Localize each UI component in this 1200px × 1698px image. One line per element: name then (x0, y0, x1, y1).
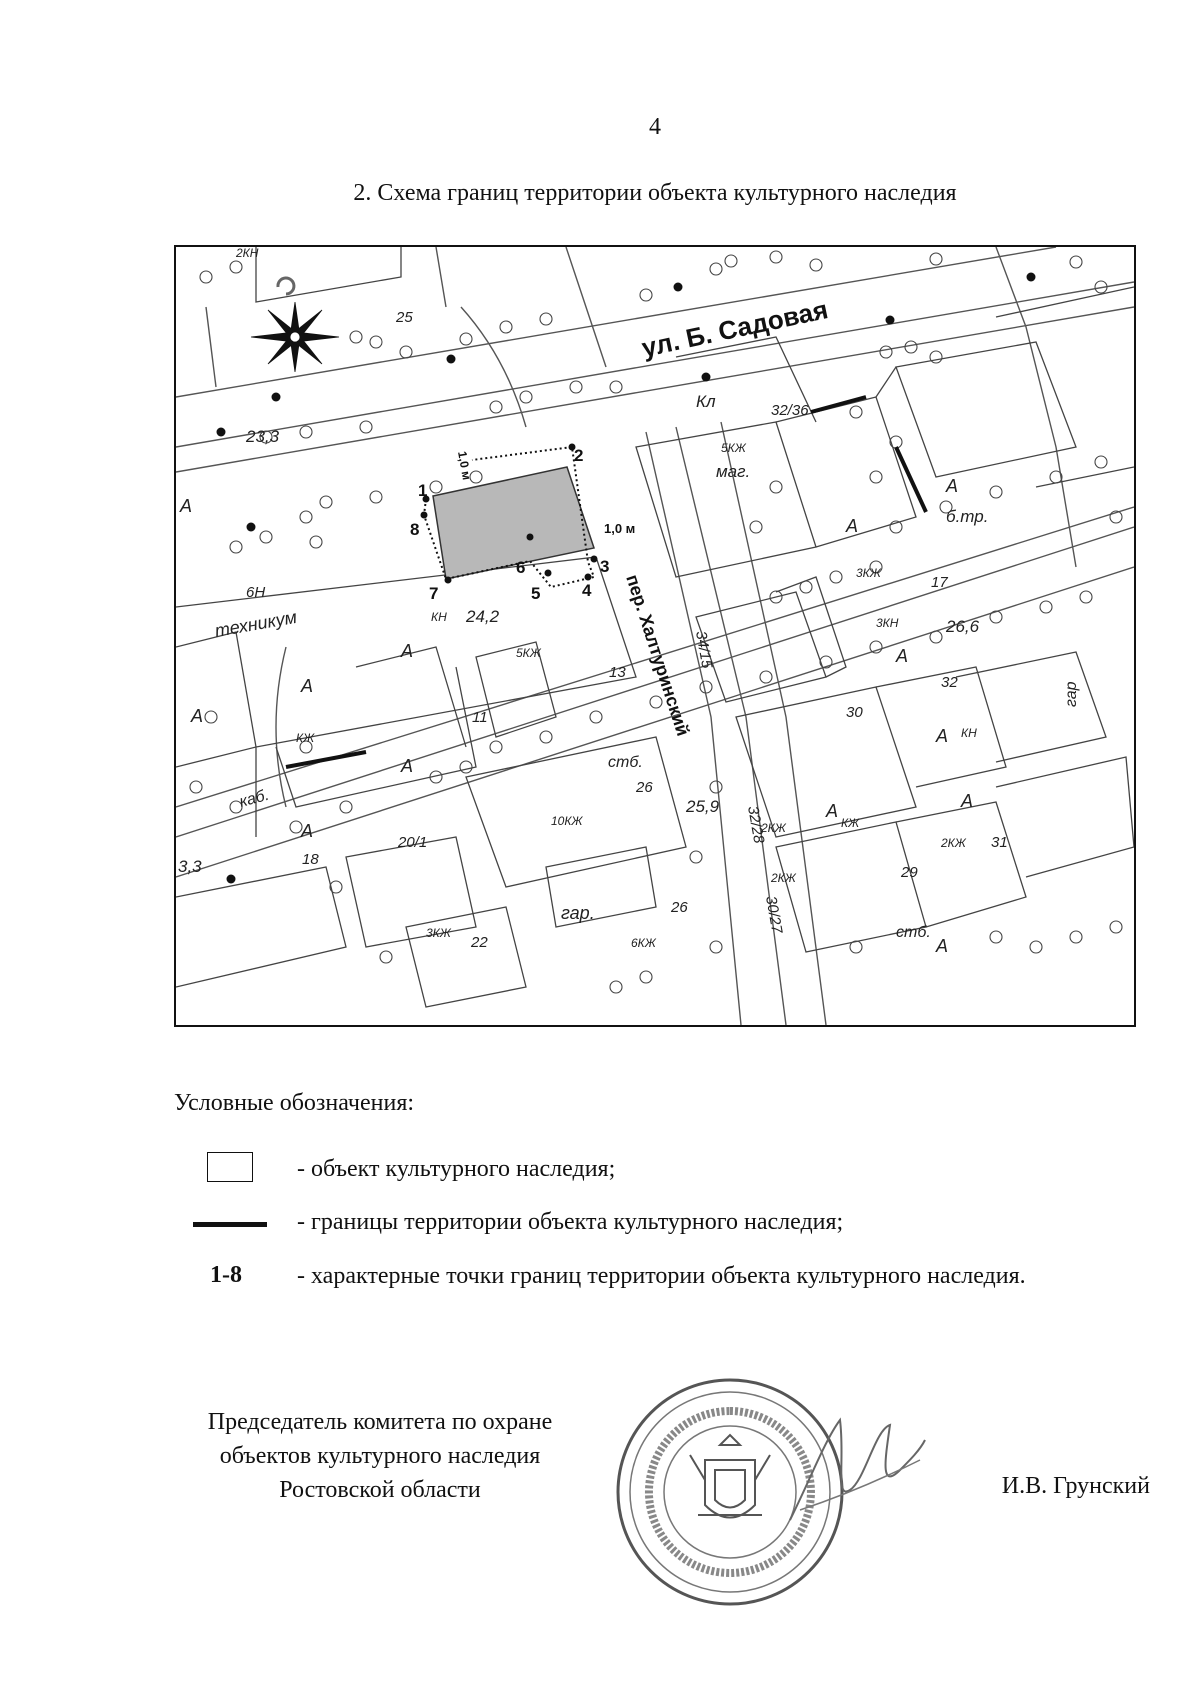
map-label: А (936, 936, 949, 956)
boundary-map (174, 245, 1136, 1027)
point-label-7: 7 (429, 584, 439, 603)
map-label: 25 (396, 309, 413, 326)
legend-heading: Условные обозначения: (174, 1090, 415, 1116)
map-label: 2КЖ (771, 871, 796, 885)
handwritten-signature (780, 1400, 930, 1540)
map-label: А (401, 756, 414, 776)
map-label: 6КЖ (631, 936, 656, 950)
map-label: 3КЖ (426, 926, 451, 940)
map-label: А (946, 476, 959, 496)
map-label: 11 (472, 709, 488, 726)
map-label: 2КЖ (761, 821, 786, 835)
map-label: КЖ (841, 816, 860, 830)
heritage-object (433, 467, 594, 579)
point-label-8: 8 (410, 520, 420, 539)
map-label: стб. (608, 754, 643, 771)
point-label-4: 4 (582, 581, 592, 600)
legend-points-symbol: 1-8 (210, 1262, 242, 1288)
point-label-6: 6 (516, 558, 526, 577)
map-label: гар (1063, 681, 1080, 707)
distance-label-top: 1,0 м (455, 450, 474, 481)
map-label: стб. (896, 924, 931, 941)
map-label: 32/28 (744, 804, 768, 845)
map-label: КЖ (296, 731, 315, 745)
map-label: 13 (609, 664, 626, 681)
map-label: 30 (846, 704, 863, 721)
map-label: 25,9 (686, 797, 720, 816)
map-label: А (846, 516, 859, 536)
legend-boundary-text: - границы территории объекта культурного наследия; (297, 1209, 844, 1235)
map-label: А (961, 791, 974, 811)
legend-object-text: - объект культурного наследия; (297, 1156, 616, 1182)
legend-boundary-symbol (193, 1222, 267, 1227)
point-label-2: 2 (574, 446, 584, 465)
map-label: б.тр. (946, 507, 989, 526)
map-label: 2КН (236, 247, 259, 260)
map-label: КН (431, 610, 447, 624)
map-label: гар. (561, 903, 595, 923)
map-label: 18 (302, 851, 319, 868)
map-label: 10КЖ (551, 814, 583, 828)
map-label: 24,2 (466, 607, 500, 626)
map-label: 34/15 (692, 629, 716, 670)
scheme-title: 2. Схема границ территории объекта культурного наследия (353, 180, 957, 206)
map-label: 23,3 (246, 427, 280, 446)
map-label: каб. (237, 786, 271, 811)
map-label: А (180, 496, 193, 516)
point-label-5: 5 (531, 584, 541, 603)
map-label: техникум (213, 606, 299, 641)
street-label-khalturinsky: пер. Халтуринский (622, 572, 694, 739)
map-label: А (826, 801, 839, 821)
map-label: А (936, 726, 949, 746)
map-label: 32/36 (771, 402, 809, 419)
map-label: КН (961, 726, 977, 740)
legend-object-symbol (207, 1152, 253, 1182)
legend-points-text: - характерные точки границ территории объекта культурного наследия. (297, 1263, 1026, 1289)
map-label: 26,6 (946, 617, 980, 636)
map-label: А (401, 641, 414, 661)
compass-rose-icon (251, 278, 339, 372)
map-label: 5КЖ (721, 441, 746, 455)
point-label-1: 1 (418, 481, 428, 500)
distance-label-right: 1,0 м (604, 521, 636, 536)
page-number: 4 (649, 114, 661, 140)
map-label: Кл (696, 392, 716, 411)
map-label: 3КЖ (856, 566, 881, 580)
map-label: А (301, 676, 314, 696)
map-label: 3,3 (178, 857, 202, 876)
map-label: 2КЖ (941, 836, 966, 850)
map-label: 26 (636, 779, 653, 796)
map-label: маг. (716, 462, 751, 481)
map-label: 22 (471, 934, 488, 951)
map-label: А (896, 646, 909, 666)
street-label-sadovaya: ул. Б. Садовая (639, 294, 831, 363)
map-label: А (191, 706, 204, 726)
map-label: А (301, 821, 314, 841)
map-label: 17 (931, 574, 948, 591)
signer-name: И.В. Грунский (1001, 1473, 1150, 1499)
map-label: 32 (941, 674, 958, 691)
map-label: 5КЖ (516, 646, 541, 660)
coat-of-arms-icon (690, 1435, 770, 1518)
map-label: 30/27 (762, 894, 786, 935)
map-label: 26 (671, 899, 688, 916)
map-label: 6Н (246, 584, 266, 601)
map-label: 3КН (876, 616, 899, 630)
map-label: 29 (901, 864, 918, 881)
map-label: 20/1 (398, 834, 428, 851)
point-label-3: 3 (600, 557, 610, 576)
map-label: 31 (991, 834, 1008, 851)
signer-title: Председатель комитета по охране объектов культурного наследия Ростовской области (207, 1409, 553, 1503)
